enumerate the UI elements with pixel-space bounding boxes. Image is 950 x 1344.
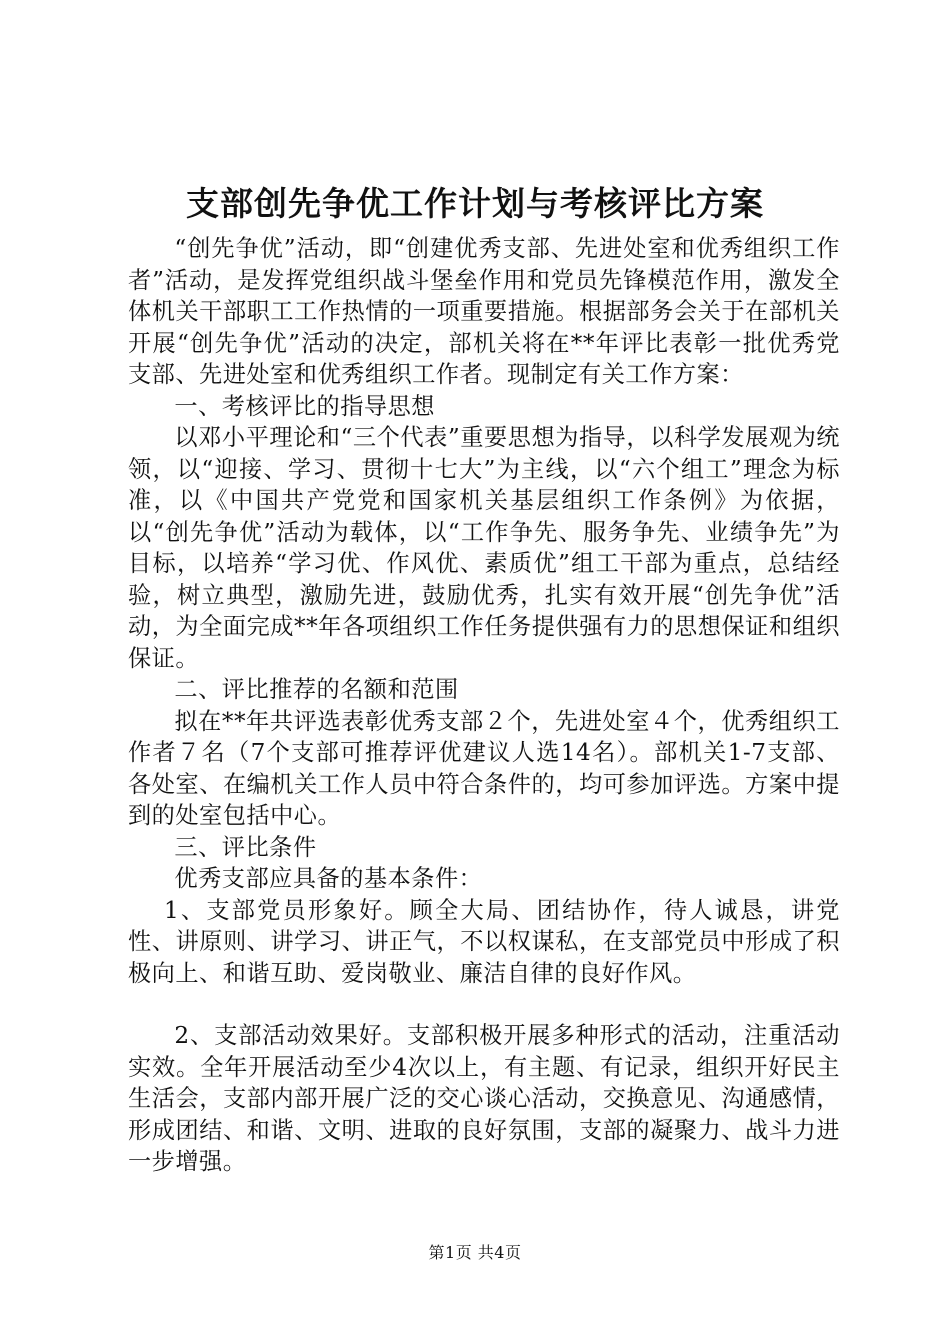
conditions-intro: 优秀支部应具备的基本条件： (174, 865, 483, 892)
page-footer: 第1页 共4页 (428, 1243, 522, 1262)
quota-scope-paragraph: 拟在**年共评选表彰优秀支部２个，先进处室４个，优秀组织工作者７名（7个支部可推荐评优建议人选14名）。部机关1-7支部、各处室、在编机关工作人员中符合条件的，均可参加评选。方案中提到的处室包括中心。 (128, 707, 840, 829)
intro-paragraph: “创先争优”活动，即“创建优秀支部、先进处室和优秀组织工作者”活动，是发挥党组织战斗堡垒作用和党员先锋模范作用，激发全体机关干部职工工作热情的一项重要措施。根据部务会关于在部机关开展“创先争优”活动的决定，部机关将在**年评比表彰一批优秀党支部、先进处室和优秀组织工作者。现制定有关工作方案： (128, 235, 840, 388)
document-title: 支部创先争优工作计划与考核评比方案 (186, 184, 764, 223)
section-heading-1: 一、考核评比的指导思想 (174, 392, 435, 420)
guiding-thought-paragraph: 以邓小平理论和“三个代表”重要思想为指导，以科学发展观为统领，以“迎接、学习、贯彻十七大”为主线，以“六个组工”理念为标准，以《中国共产党党和国家机关基层组织工作条例》为依据，以“创先争优”活动为载体，以“工作争先、服务争先、业绩争先”为目标，以培养“学习优、作风优、素质优”组工干部为重点，总结经验，树立典型，激励先进，鼓励优秀，扎实有效开展“创先争优”活动，为全面完成**年各项组织工作任务提供强有力的思想保证和组织保证。 (128, 424, 840, 672)
condition-item-1: 1、支部党员形象好。顾全大局、团结协作，待人诚恳，讲党性、讲原则、讲学习、讲正气，不以权谋私，在支部党员中形成了积极向上、和谐互助、爱岗敬业、廉洁自律的良好作风。 (128, 896, 840, 987)
section-heading-3: 三、评比条件 (174, 833, 317, 861)
document-body (128, 233, 840, 1178)
condition-item-2: 2、支部活动效果好。支部积极开展多种形式的活动，注重活动实效。全年开展活动至少4次以上，有主题、有记录，组织开好民主生活会，支部内部开展广泛的交心谈心活动，交换意见、沟通感情，形成团结、和谐、文明、进取的良好氛围，支部的凝聚力、战斗力进一步增强。 (128, 1022, 840, 1175)
section-heading-2: 二、评比推荐的名额和范围 (174, 676, 459, 703)
